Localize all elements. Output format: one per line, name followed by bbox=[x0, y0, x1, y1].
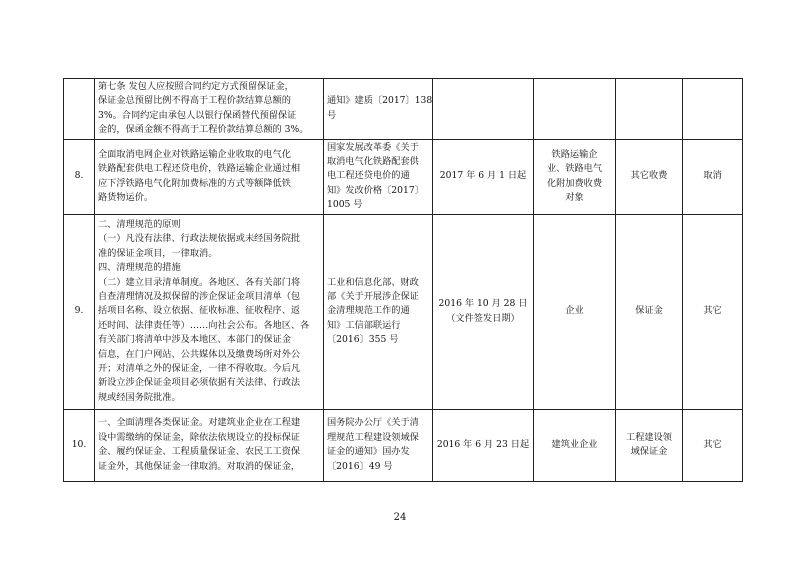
policy-content-cell-line: 金、履约保证金、工程质量保证金、农民工工资保 bbox=[98, 446, 301, 458]
table-row bbox=[64, 79, 743, 140]
policy-content-cell-line: （一）凡没有法律、行政法规依据或未经国务院批 bbox=[98, 233, 301, 245]
policy-content-cell-line: 开；对清单之外的保证金，一律不得收取。今后凡 bbox=[98, 363, 301, 375]
row-number-cell-text: 9. bbox=[74, 305, 84, 317]
policy-content-cell-line: 铁路配套供电工程还贷电价，铁路运输企业通过相 bbox=[98, 163, 301, 175]
policy-content-cell-line: 四、清理规范的措施 bbox=[98, 262, 181, 274]
document-cell-line: 国家发展改革委《关于 bbox=[327, 141, 419, 153]
target-cell bbox=[534, 214, 616, 409]
category-cell-text: 保证金 bbox=[635, 305, 663, 317]
policy-content-cell-line: 第七条 发包人应按照合同约定方式预留保证金， bbox=[98, 81, 294, 92]
policy-content-cell-line: 金的，保函金额不得高于工程价款结算总额的 3%。 bbox=[98, 124, 309, 136]
page-number: 24 bbox=[393, 512, 407, 523]
document-cell-line: 金清理规范工作的通 bbox=[327, 305, 410, 317]
document-cell-line: 理规范工程建设领域保 bbox=[327, 431, 419, 443]
action-cell-text: 其它 bbox=[703, 305, 722, 317]
category-cell-text: 工程建设领 bbox=[626, 431, 672, 443]
policy-content-cell-line: 自查清理情况及拟保留的涉企保证金项目清单（包 bbox=[98, 291, 301, 303]
document-cell-line: 号 bbox=[327, 109, 337, 121]
target-cell-line: 化附加费收费 bbox=[546, 177, 603, 189]
policy-content-cell-line: 规或经国务院批准。 bbox=[98, 391, 181, 403]
policy-content-cell-line: 路货物运价。 bbox=[98, 192, 154, 204]
policy-content-cell-line: 准的保证金项目，一律取消。 bbox=[98, 247, 218, 259]
document-cell-line: 知》发改价格〔2017〕 bbox=[327, 184, 424, 196]
target-cell-line: 建筑业企业 bbox=[551, 438, 598, 450]
effective-date-cell-line: 2016 年 10 月 28 日 bbox=[438, 298, 528, 310]
action-cell-text: 取消 bbox=[703, 170, 722, 182]
policy-content-cell-line: 保证金总预留比例不得高于工程价款结算总额的 bbox=[98, 95, 291, 107]
row-number-cell-text: 8. bbox=[74, 170, 84, 182]
effective-date-cell-line: （文件签发日期） bbox=[446, 312, 520, 324]
row-number-cell bbox=[64, 79, 95, 140]
policy-content-cell-line: 二、清理规范的原则 bbox=[98, 219, 181, 231]
policy-content-cell-line: 设中需缴纳的保证金，除依法依规设立的投标保证 bbox=[98, 431, 301, 443]
document-cell-line: 〔2016〕355 号 bbox=[327, 334, 399, 346]
row-number-cell bbox=[64, 409, 95, 481]
target-cell-line: 铁路运输企 bbox=[551, 148, 598, 160]
table-row bbox=[64, 409, 743, 481]
policy-content-cell-line: 还时间、法律责任等）……向社会公布。各地区、各 bbox=[98, 319, 310, 331]
category-cell bbox=[616, 139, 683, 214]
policy-content-cell-line: 新设立涉企保证金项目必须依据有关法律、行政法 bbox=[98, 377, 301, 389]
target-cell-line: 企业 bbox=[565, 305, 584, 317]
row-number-cell bbox=[64, 139, 95, 214]
effective-date-cell bbox=[433, 409, 534, 481]
action-cell-text: 其它 bbox=[703, 438, 722, 450]
table-row bbox=[64, 139, 743, 214]
document-cell-line: 1005 号 bbox=[327, 199, 363, 211]
document-cell-line: 证金的通知》国办发 bbox=[327, 446, 410, 458]
policy-content-cell-line: 括项目名称、设立依据、征收标准、征收程序、返 bbox=[98, 305, 301, 317]
category-cell bbox=[616, 214, 683, 409]
category-cell-text: 其它收费 bbox=[630, 170, 668, 182]
effective-date-cell bbox=[433, 79, 534, 140]
document-cell bbox=[324, 139, 433, 214]
policy-content-cell-line: 应下浮铁路电气化附加费标准的方式等额降低铁 bbox=[98, 177, 291, 189]
policy-content-cell bbox=[95, 409, 324, 481]
document-cell-line: 电工程还贷电价的通 bbox=[327, 170, 410, 182]
document-cell-line: 〔2016〕49 号 bbox=[327, 460, 393, 472]
document-cell-line: 取消电气化铁路配套供 bbox=[327, 156, 419, 168]
action-cell bbox=[683, 214, 743, 409]
action-cell bbox=[683, 79, 743, 140]
policy-content-cell-line: 全面取消电网企业对铁路运输企业收取的电气化 bbox=[98, 148, 291, 160]
category-cell bbox=[616, 79, 683, 140]
target-cell bbox=[534, 409, 616, 481]
effective-date-cell-line: 2016 年 6 月 23 日起 bbox=[436, 438, 530, 450]
document-cell-line: 工业和信息化部、财政 bbox=[327, 276, 419, 288]
policy-content-cell bbox=[95, 79, 324, 140]
policy-content-cell-line: （二）建立目录清单制度。各地区、各有关部门将 bbox=[98, 276, 301, 288]
target-cell-line: 对象 bbox=[565, 192, 584, 204]
document-cell-line: 部《关于开展涉企保证 bbox=[327, 291, 419, 303]
target-cell bbox=[534, 79, 616, 140]
action-cell bbox=[683, 409, 743, 481]
document-cell-line: 通知》建质〔2017〕138 bbox=[327, 95, 433, 107]
row-number-cell bbox=[64, 214, 95, 409]
document-cell bbox=[324, 214, 433, 409]
table-row bbox=[64, 214, 743, 409]
policy-table bbox=[63, 78, 743, 482]
policy-content-cell-line: 3%。合同约定由承包人以银行保函替代预留保证 bbox=[98, 109, 297, 121]
policy-content-cell-line: 信息，在门户网站、公共媒体以及缴费场所对外公 bbox=[98, 348, 301, 360]
action-cell bbox=[683, 139, 743, 214]
effective-date-cell bbox=[433, 139, 534, 214]
target-cell bbox=[534, 139, 616, 214]
row-number-cell-text: 10. bbox=[71, 438, 87, 450]
document-cell-line: 知》工信部联运行 bbox=[327, 319, 401, 331]
policy-content-cell bbox=[95, 214, 324, 409]
policy-content-cell bbox=[95, 139, 324, 214]
effective-date-cell-line: 2017 年 6 月 1 日起 bbox=[439, 170, 527, 182]
category-cell-text: 域保证金 bbox=[630, 446, 668, 458]
document-cell bbox=[324, 409, 433, 481]
policy-content-cell-line: 一、全面清理各类保证金。对建筑业企业在工程建 bbox=[98, 417, 301, 429]
effective-date-cell bbox=[433, 214, 534, 409]
category-cell bbox=[616, 409, 683, 481]
table-body bbox=[64, 79, 743, 482]
document-cell-line: 国务院办公厅《关于清 bbox=[327, 417, 419, 429]
document-cell bbox=[324, 79, 433, 140]
policy-content-cell-line: 有关部门将清单中涉及本地区、本部门的保证金 bbox=[98, 334, 291, 346]
policy-content-cell-line: 证金外，其他保证金一律取消。对取消的保证金， bbox=[98, 460, 301, 472]
target-cell-line: 业、铁路电气 bbox=[546, 163, 603, 175]
